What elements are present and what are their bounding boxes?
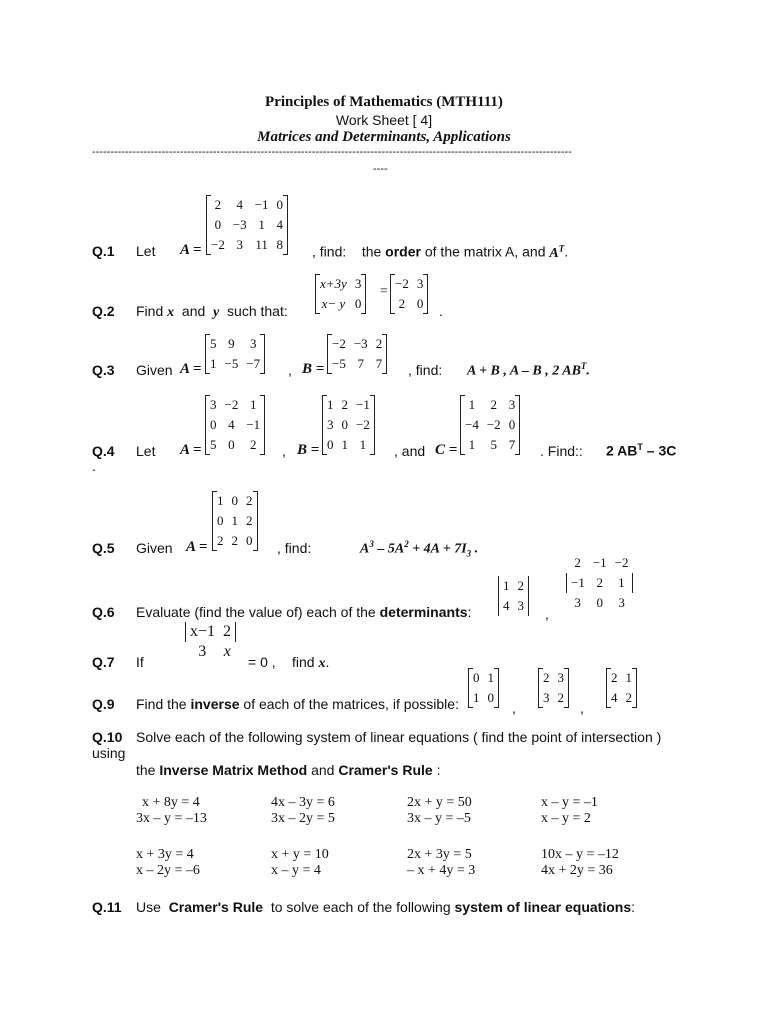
q2-text: Find x and y such that: — [136, 303, 288, 320]
q1-find: , find: the order of the matrix A, and $A^T$. — [312, 243, 569, 261]
q6-determinant-2: 2 −1 −2 −1 2 1 3 0 3 — [565, 553, 634, 613]
q10-system-4: x – y = –1 x – y = 2 — [541, 795, 598, 826]
q5-A-label: A = — [186, 539, 208, 555]
q1-matrix-A: 2 4 −1 0 0 −3 1 4 −2 3 11 8 — [206, 195, 288, 255]
q10-methods: the Inverse Matrix Method and Cramer's Rule : — [136, 762, 441, 778]
q4-C-label: C = — [435, 442, 458, 458]
q4-let: Let — [136, 443, 156, 459]
q4-find: . Find:: — [540, 443, 583, 459]
q5-matrix-A: 1 0 2 0 1 2 2 2 0 — [212, 491, 258, 551]
q5-given: Given — [136, 540, 173, 556]
q2-matrix-right: −2 3 2 0 — [390, 274, 428, 314]
divider-rule: ----------------------------------------------------------------------------------------------------------------------------------- — [92, 146, 572, 158]
q10-system-7: 2x + 3y = 5 – x + 4y = 3 — [407, 847, 476, 878]
course-title: Principles of Mathematics (MTH111) — [265, 94, 503, 110]
q9-matrix-2: 2 3 3 2 — [538, 668, 569, 708]
question-number: Q.1 — [92, 243, 115, 259]
q3-A-label: A = — [180, 361, 202, 377]
question-number: Q.7 — [92, 654, 115, 670]
comma: , — [512, 700, 516, 716]
q11-text: Use Cramer's Rule to solve each of the following system of linear equations: — [136, 899, 636, 915]
q10-system-8: 10x – y = –12 4x + 2y = 36 — [541, 847, 619, 878]
q7-if: If — [136, 654, 144, 670]
q9-matrix-3: 2 1 4 2 — [606, 668, 637, 708]
question-number: Q.6 — [92, 604, 115, 620]
q4-expression: 2 $AB^T - 3C$ — [606, 442, 677, 459]
q4-B-label: B = — [297, 442, 320, 458]
comma: , — [288, 362, 292, 378]
topic-title: Matrices and Determinants, Applications — [257, 129, 511, 145]
q7-equation: = 0 , — [248, 654, 276, 670]
question-number: Q.2 — [92, 303, 115, 319]
divider-rule-tail: ---- — [373, 163, 388, 175]
q3-find: , find: — [408, 362, 443, 378]
q4-and: , and — [394, 443, 426, 459]
q7-find: find x. — [292, 654, 330, 671]
q1-A-label: A = — [180, 242, 202, 258]
q10-using: using — [92, 745, 126, 761]
q10-system-1: x + 8y = 4 3x – y = –13 — [136, 795, 207, 826]
worksheet-label: Work Sheet [ 4] — [335, 112, 433, 128]
q3-given: Given — [136, 362, 173, 378]
stray-dot: . — [92, 458, 96, 474]
question-number: Q.11 — [92, 899, 122, 915]
question-number: Q.9 — [92, 696, 115, 712]
q10-system-2: 4x – 3y = 6 3x – 2y = 5 — [271, 795, 335, 826]
q10-system-5: x + 3y = 4 x – 2y = –6 — [136, 847, 200, 878]
q6-text: Evaluate (find the value of) each of the determinants: — [136, 604, 472, 620]
q7-determinant: x−1 2 3 x — [184, 622, 237, 662]
question-number: Q.5 — [92, 540, 115, 556]
question-number: Q.4 — [92, 443, 115, 459]
q5-expression: $A^3 - 5A^2 + 4A + 7I_3$ . — [360, 539, 479, 559]
q10-system-6: x + y = 10 x – y = 4 — [271, 847, 329, 878]
q4-A-label: A = — [180, 442, 202, 458]
question-number: Q.10 — [92, 729, 123, 745]
question-number: Q.3 — [92, 362, 115, 378]
comma: , — [580, 700, 584, 716]
period: . — [439, 303, 443, 319]
q4-matrix-B: 1 2 −1 3 0 −2 0 1 1 — [322, 395, 375, 455]
q3-B-label: B = — [302, 361, 325, 377]
comma: , — [282, 443, 286, 459]
q4-matrix-C: 1 2 3 −4 −2 0 1 5 7 — [460, 395, 520, 455]
q9-text: Find the inverse of each of the matrices, if possible: — [136, 696, 459, 712]
q4-matrix-A: 3 −2 1 0 4 −1 5 0 2 — [205, 395, 265, 455]
q5-find: , find: — [277, 540, 312, 556]
q10-text: Solve each of the following system of linear equations ( find the point of intersection ) — [136, 729, 662, 745]
q3-matrix-A: 5 9 3 1 −5 −7 — [205, 334, 265, 374]
q3-matrix-B: −2 −3 2 −5 7 7 — [327, 334, 387, 374]
q1-let: Let — [136, 243, 156, 259]
comma: , — [545, 606, 549, 622]
q6-determinant-1: 1 2 4 3 — [498, 576, 529, 616]
q10-system-3: 2x + y = 50 3x – y = –5 — [407, 795, 472, 826]
q2-matrix-left: x+3y 3 x− y 0 — [315, 274, 366, 314]
q3-expression: A + B , A – B , 2 $AB^T$. — [467, 361, 590, 379]
q9-matrix-1: 0 1 1 0 — [468, 668, 499, 708]
equals-sign: = — [380, 284, 388, 299]
